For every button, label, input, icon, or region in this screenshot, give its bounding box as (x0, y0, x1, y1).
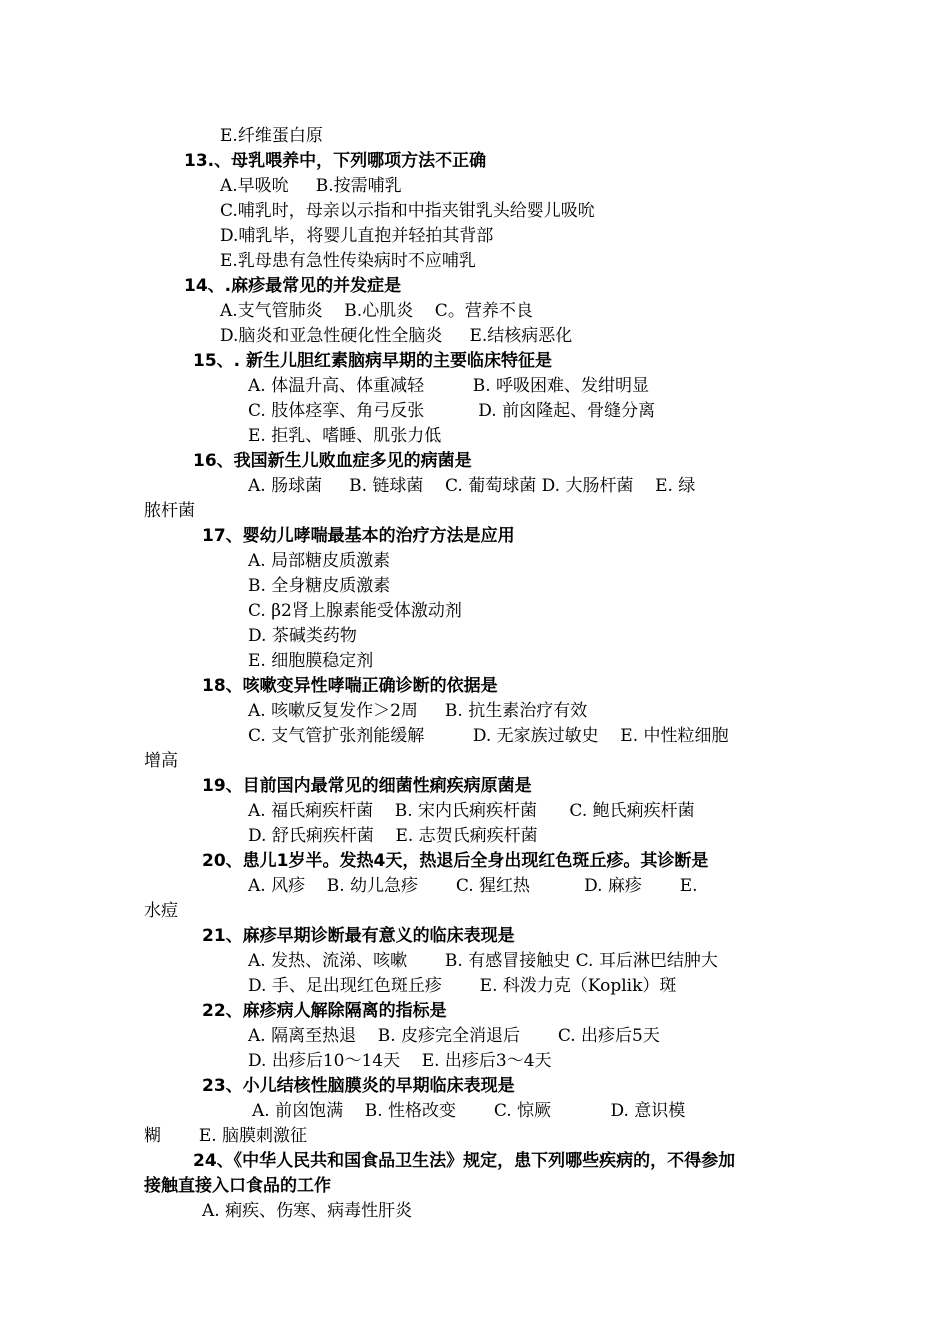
option-line: E.乳母患有急性传染病时不应哺乳 (220, 251, 476, 271)
question-line: 16、我国新生儿败血症多见的病菌是 (193, 451, 472, 471)
question-line: 19、目前国内最常见的细菌性痢疾病原菌是 (202, 776, 532, 796)
option-line: E.纤维蛋白原 (220, 126, 323, 146)
option-line: A. 局部糖皮质激素 (248, 551, 391, 571)
question-line: 21、麻疹早期诊断最有意义的临床表现是 (202, 926, 515, 946)
question-line: 20、患儿1岁半。发热4天，热退后全身出现红色斑丘疹。其诊断是 (202, 851, 709, 871)
option-line: A. 风疹 B. 幼儿急疹 C. 猩红热 D. 麻疹 E. (248, 876, 698, 896)
option-line: C. β2肾上腺素能受体激动剂 (248, 601, 462, 621)
option-line: A. 肠球菌 B. 链球菌 C. 葡萄球菌 D. 大肠杆菌 E. 绿 (248, 476, 696, 496)
option-line: 脓杆菌 (144, 501, 195, 521)
option-line: C. 支气管扩张剂能缓解 D. 无家族过敏史 E. 中性粒细胞 (248, 726, 729, 746)
option-line: A.支气管肺炎 B.心肌炎 C。营养不良 (220, 301, 533, 321)
option-line: B. 全身糖皮质激素 (248, 576, 391, 596)
option-line: A. 痢疾、伤寒、病毒性肝炎 (202, 1201, 413, 1221)
option-line: A. 咳嗽反复发作＞2周 B. 抗生素治疗有效 (248, 701, 588, 721)
option-line: A. 前囟饱满 B. 性格改变 C. 惊厥 D. 意识模 (252, 1101, 686, 1121)
option-line: A. 发热、流涕、咳嗽 B. 有感冒接触史 C. 耳后淋巴结肿大 (248, 951, 718, 971)
option-line: A.早吸吮 B.按需哺乳 (220, 176, 402, 196)
option-line: 增高 (144, 751, 178, 771)
question-line: 接触直接入口食品的工作 (144, 1176, 331, 1196)
option-line: D.脑炎和亚急性硬化性全脑炎 E.结核病恶化 (220, 326, 573, 346)
option-line: A. 隔离至热退 B. 皮疹完全消退后 C. 出疹后5天 (248, 1026, 660, 1046)
option-line: C. 肢体痉挛、角弓反张 D. 前囟隆起、骨缝分离 (248, 401, 656, 421)
question-line: 23、小儿结核性脑膜炎的早期临床表现是 (202, 1076, 515, 1096)
option-line: D. 出疹后10～14天 E. 出疹后3～4天 (248, 1051, 552, 1071)
question-line: 22、麻疹病人解除隔离的指标是 (202, 1001, 447, 1021)
question-line: 15、. 新生儿胆红素脑病早期的主要临床特征是 (193, 351, 553, 371)
question-line: 14、.麻疹最常见的并发症是 (184, 276, 402, 296)
question-line: 13.、母乳喂养中，下列哪项方法不正确 (184, 151, 487, 171)
option-line: E. 拒乳、嗜睡、肌张力低 (248, 426, 442, 446)
option-line: 水痘 (144, 901, 178, 921)
question-line: 17、婴幼儿哮喘最基本的治疗方法是应用 (202, 526, 515, 546)
option-line: A. 福氏痢疾杆菌 B. 宋内氏痢疾杆菌 C. 鲍氏痢疾杆菌 (248, 801, 695, 821)
option-line: 糊 E. 脑膜刺激征 (144, 1126, 308, 1146)
option-line: E. 细胞膜稳定剂 (248, 651, 374, 671)
option-line: D. 舒氏痢疾杆菌 E. 志贺氏痢疾杆菌 (248, 826, 538, 846)
option-line: D.哺乳毕，将婴儿直抱并轻拍其背部 (220, 226, 494, 246)
option-line: D. 茶碱类药物 (248, 626, 357, 646)
question-line: 18、咳嗽变异性哮喘正确诊断的依据是 (202, 676, 498, 696)
option-line: D. 手、足出现红色斑丘疹 E. 科泼力克（Koplik）斑 (248, 976, 677, 996)
question-line: 24、《中华人民共和国食品卫生法》规定，患下列哪些疾病的，不得参加 (193, 1151, 736, 1171)
option-line: C.哺乳时，母亲以示指和中指夹钳乳头给婴儿吸吮 (220, 201, 595, 221)
option-line: A. 体温升高、体重减轻 B. 呼吸困难、发绀明显 (248, 376, 650, 396)
